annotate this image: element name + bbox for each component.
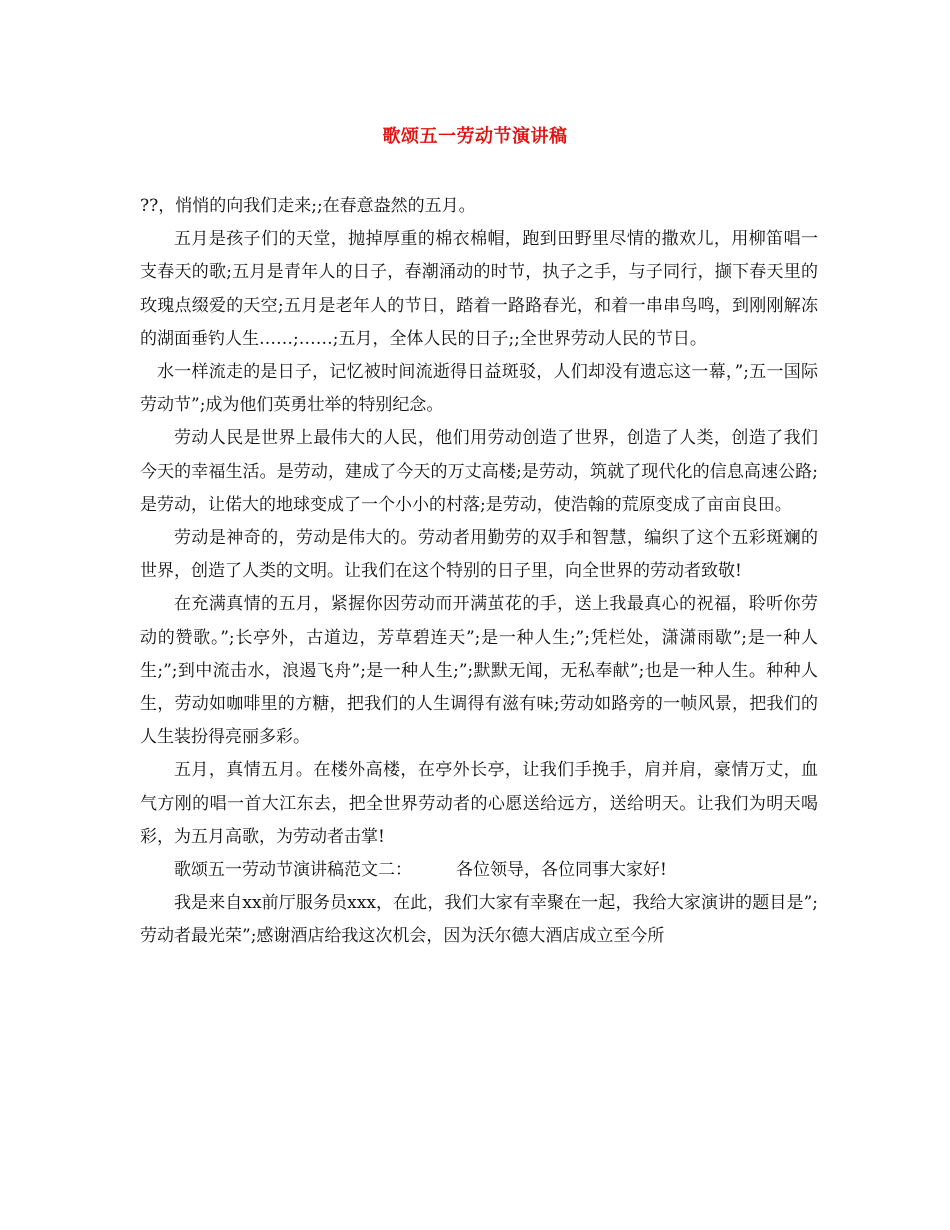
paragraph-speaker-intro: 我是来自xx前厅服务员xxx，在此，我们大家有幸聚在一起，我给大家演讲的题目是”;劳动者最光荣”;感谢酒店给我这次机会，因为沃尔德大酒店成立至今所 [140, 893, 818, 947]
paragraph-sample-heading [140, 854, 818, 887]
document-title: 歌颂五一劳动节演讲稿 [382, 126, 568, 147]
paragraph-true-may: 在充满真情的五月，紧握你因劳动而开满茧花的手，送上我最真心的祝福，聆听你劳动的赞歌。”;长亭外，古道边，芳草碧连天”;是一种人生;”;凭栏处，潇潇雨歇”;是一种人生;”;到中流击水，浪遏飞舟”;是一种人生;”;默默无闻，无私奉献”;也是一种人生。种种人生，劳动如咖啡里的方糖，把我们的人生调得有滋有味;劳动如路旁的一帧风景，把我们的人生装扮得亮丽多彩。 [140, 594, 818, 748]
paragraph-intro: ??，悄悄的向我们走来;;在春意盎然的五月。 [140, 196, 476, 216]
sample-greeting: 各位领导，各位同事大家好! [456, 860, 667, 881]
document-body [140, 190, 818, 954]
paragraph-working-people: 劳动人民是世界上最伟大的人民，他们用劳动创造了世界，创造了人类，创造了我们今天的幸福生活。是劳动，建成了今天的万丈高楼;是劳动，筑就了现代化的信息高速公路;是劳动，让偌大的地球变成了一个小小的村落;是劳动，使浩翰的荒原变成了亩亩良田。 [140, 428, 818, 515]
paragraph-memory: 水一样流走的是日子，记忆被时间流逝得日益斑驳，人们却没有遗忘这一幕，”;五一国际劳动节”;成为他们英勇壮举的特别纪念。 [140, 362, 818, 416]
paragraph-may-tribute: 五月，真情五月。在楼外高楼，在亭外长亭，让我们手挽手，肩并肩，豪情万丈，血气方刚的唱一首大江东去，把全世界劳动者的心愿送给远方，送给明天。让我们为明天喝彩，为五月高歌，为劳动者击掌! [140, 760, 818, 847]
paragraph-may-seasons: 五月是孩子们的天堂，抛掉厚重的棉衣棉帽，跑到田野里尽情的撒欢儿，用柳笛唱一支春天的歌;五月是青年人的日子，春潮涌动的时节，执子之手，与子同行，撷下春天里的玫瑰点缀爱的天空;五月是老年人的节日，踏着一路路春光，和着一串串鸟鸣，到刚刚解冻的湖面垂钓人生……;……;五月，全体人民的日子;;全世界劳动人民的节日。 [140, 229, 818, 349]
paragraph-labor-great: 劳动是神奇的，劳动是伟大的。劳动者用勤劳的双手和智慧，编织了这个五彩斑斓的世界，创造了人类的文明。让我们在这个特别的日子里，向全世界的劳动者致敬! [140, 528, 818, 582]
sample-heading: 歌颂五一劳动节演讲稿范文二： [174, 860, 412, 881]
